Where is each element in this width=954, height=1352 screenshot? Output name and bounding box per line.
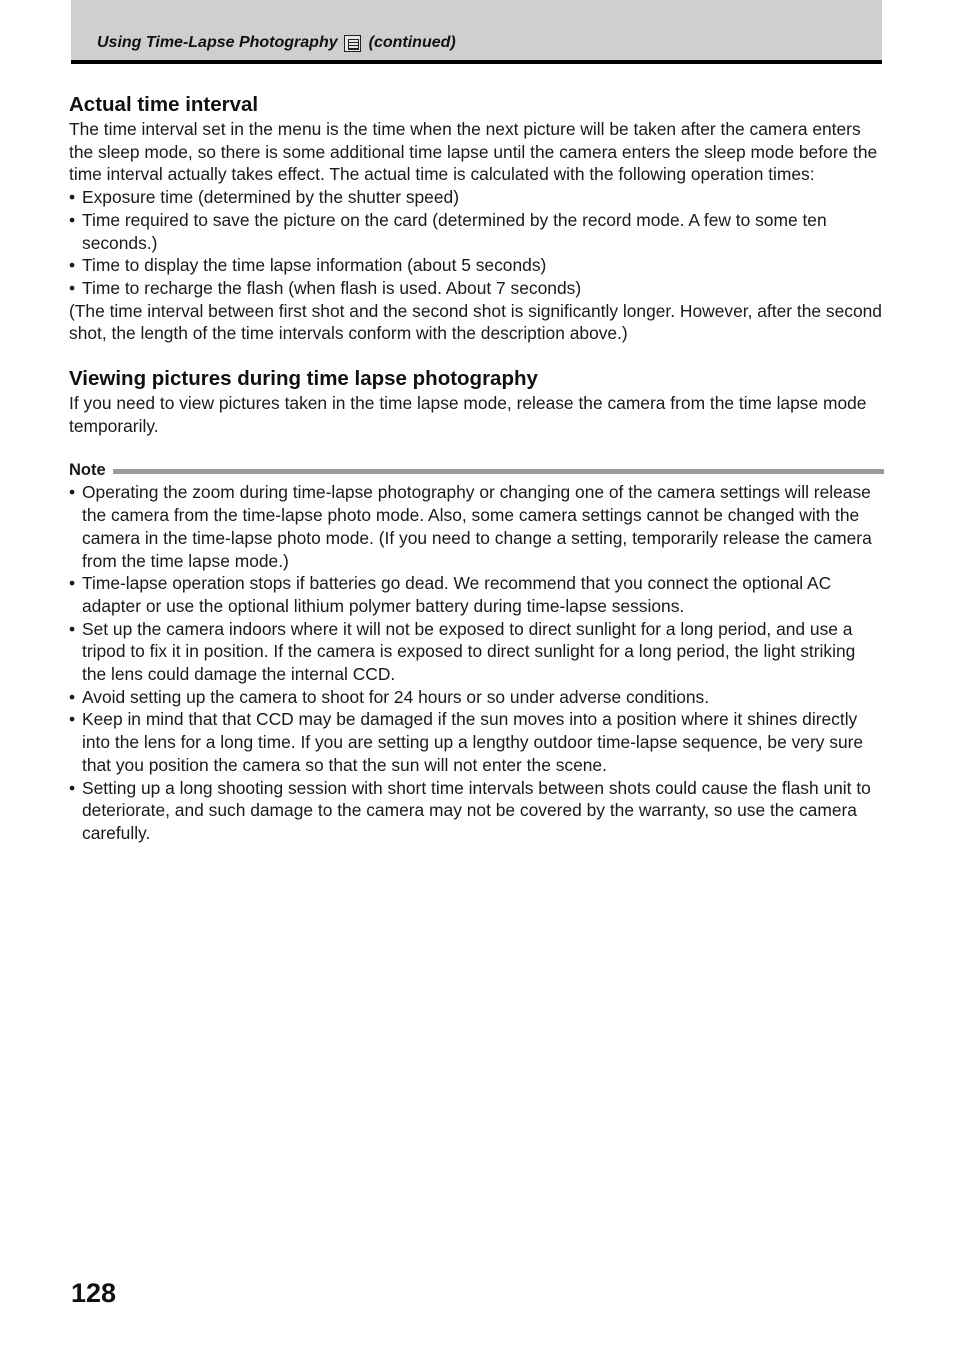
operation-times-list <box>69 186 884 300</box>
section-viewing-pictures <box>69 366 884 437</box>
main-content <box>69 92 884 845</box>
list-item: • Time required to save the picture on the card (determined by the record mode. A few to some ten seconds.) <box>69 209 827 253</box>
time-lapse-mode-icon <box>344 35 361 52</box>
list-item: • Keep in mind that that CCD may be damaged if the sun moves into a position where it shines directly into the lens for a long time. If you are setting up a lengthy outdoor time-lapse sequence, be very sure that you position the camera so that the sun will not enter the scene. <box>69 709 864 775</box>
section-intro: The time interval set in the menu is the time when the next picture will be taken after the camera enters the sleep mode, so there is some additional time lapse until the camera enters the sleep mode before the time interval actually takes effect. The actual time is calculated with the following operation times: <box>69 119 878 185</box>
note-list <box>69 481 884 844</box>
section-outro: (The time interval between first shot and the second shot is significantly longer. However, after the second shot, the length of the time intervals conform with the description above.) <box>69 300 882 344</box>
page-header <box>71 0 882 64</box>
list-item: • Time to display the time lapse information (about 5 seconds) <box>69 255 547 276</box>
section-heading: Viewing pictures during time lapse photography <box>69 367 538 391</box>
list-item: • Time to recharge the flash (when flash is used. About 7 seconds) <box>69 277 582 298</box>
page-number: 128 <box>71 1278 117 1308</box>
note-header <box>69 459 884 481</box>
list-item: • Exposure time (determined by the shutter speed) <box>69 187 459 208</box>
list-item: • Setting up a long shooting session with short time intervals between shots could cause the flash unit to deteriorate, and such damage to the camera may not be covered by the warranty, so use the camera carefully. <box>69 777 871 843</box>
note-divider <box>113 469 884 474</box>
section-body: If you need to view pictures taken in the time lapse mode, release the camera from the time lapse mode temporarily. <box>69 393 867 436</box>
header-continued: (continued) <box>368 34 456 51</box>
section-heading: Actual time interval <box>69 93 259 116</box>
list-item: • Time-lapse operation stops if batteries go dead. We recommend that you connect the optional AC adapter or use the optional lithium polymer battery during time-lapse sessions. <box>69 573 832 616</box>
list-item: • Avoid setting up the camera to shoot for 24 hours or so under adverse conditions. <box>69 686 710 707</box>
header-title <box>97 34 456 52</box>
section-actual-time-interval <box>69 92 884 345</box>
list-item: • Set up the camera indoors where it will not be exposed to direct sunlight for a long period, and use a tripod to fix it in position. If the camera is exposed to direct sunlight for a long period, the light striking the lens could damage the internal CCD. <box>69 618 856 685</box>
note-label: Note <box>69 460 106 479</box>
header-title-text: Using Time-Lapse Photography <box>97 34 338 51</box>
list-item: • Operating the zoom during time-lapse photography or changing one of the camera settings will release the camera from the time-lapse photo mode. Also, some camera settings cannot be changed with the camera in the time-lapse photo mode. (If you need to change a setting, temporarily release the camera from the time lapse mode.) <box>69 482 872 571</box>
